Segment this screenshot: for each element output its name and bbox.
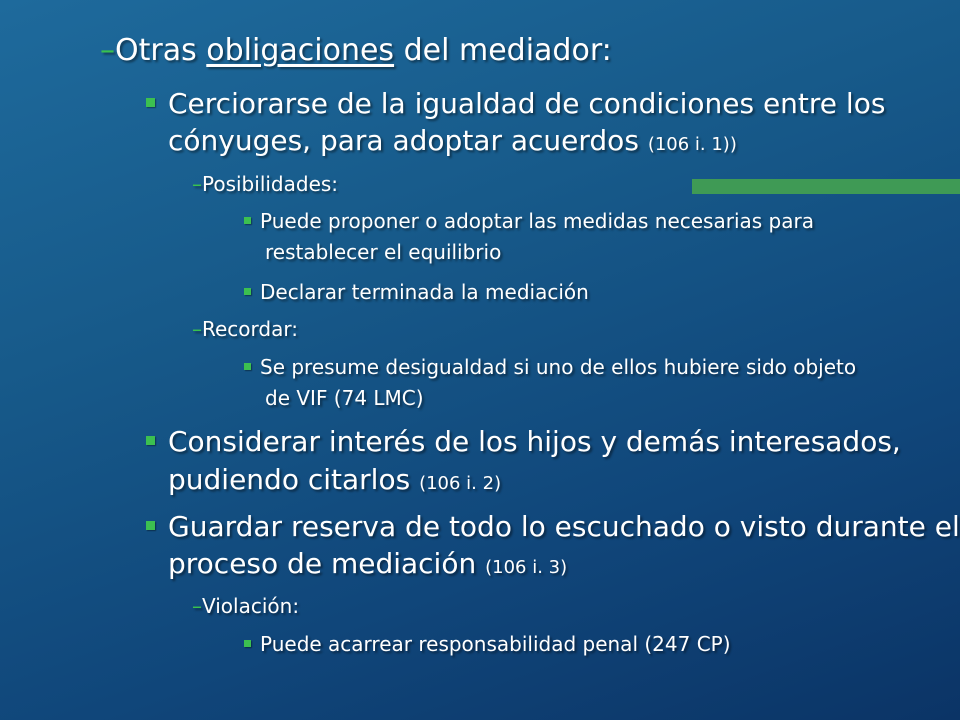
item-c-text-line2: proceso de mediación [168,547,477,580]
sub-item-label: Recordar: [202,317,298,341]
square-bullet-icon [146,436,155,445]
sub-dash: – [192,594,202,618]
sub-sub-item-text: Puede acarrear responsabilidad penal (247 CP) [260,632,731,656]
bullet-item-c-line1 [146,510,960,543]
sub-sub-item-text-cont: restablecer el equilibrio [265,240,502,264]
square-bullet-icon [244,363,251,370]
sub-sub-item-text: Puede proponer o adoptar las medidas necesarias para [260,209,814,233]
item-a-reference: (106 i. 1)) [647,134,737,155]
heading-text-underlined: obligaciones [206,33,395,68]
sub-item-label: Violación: [202,594,300,618]
sub-sub-item-line2 [265,386,424,410]
item-b-text-line1: Considerar interés de los hijos y demás interesados, [168,425,901,458]
square-bullet-icon [146,521,155,530]
sub-sub-item-responsabilidad [244,632,731,656]
sub-sub-item-declarar [244,280,589,304]
square-bullet-icon [244,217,251,224]
bullet-item-b-line1 [146,425,901,458]
sub-dash: – [192,172,202,196]
item-b-reference: (106 i. 2) [419,473,502,494]
sub-sub-item-text: Se presume desigualdad si uno de ellos hubiere sido objeto [260,355,857,379]
sub-sub-item-line1 [244,355,856,379]
decorative-green-bar [692,179,960,194]
section-heading [100,33,612,68]
heading-dash: – [100,33,115,68]
square-bullet-icon [146,98,155,107]
bullet-item-b-line2 [168,463,501,496]
sub-sub-item-line1 [244,209,814,233]
bullet-item-a-line2 [168,124,737,157]
square-bullet-icon [244,288,251,295]
sub-sub-item-text-cont: de VIF (74 LMC) [265,386,424,410]
sub-item-label: Posibilidades: [202,172,339,196]
item-a-text-line1: Cerciorarse de la igualdad de condiciones entre los [168,87,886,120]
item-c-text-line1: Guardar reserva de todo lo escuchado o visto durante el [168,510,960,543]
sub-sub-item-text: Declarar terminada la mediación [260,280,589,304]
item-b-text-line2: pudiendo citarlos [168,463,411,496]
sub-item-posibilidades [192,172,338,196]
sub-item-violacion [192,594,299,618]
square-bullet-icon [244,640,251,647]
bullet-item-c-line2 [168,547,567,580]
sub-sub-item-line2 [265,240,501,264]
item-a-text-line2: cónyuges, para adoptar acuerdos [168,124,639,157]
sub-item-recordar [192,317,298,341]
heading-text-pre: Otras [115,33,197,68]
sub-dash: – [192,317,202,341]
bullet-item-a-line1 [146,87,885,120]
heading-text-post: del mediador: [403,33,612,68]
item-c-reference: (106 i. 3) [485,557,568,578]
